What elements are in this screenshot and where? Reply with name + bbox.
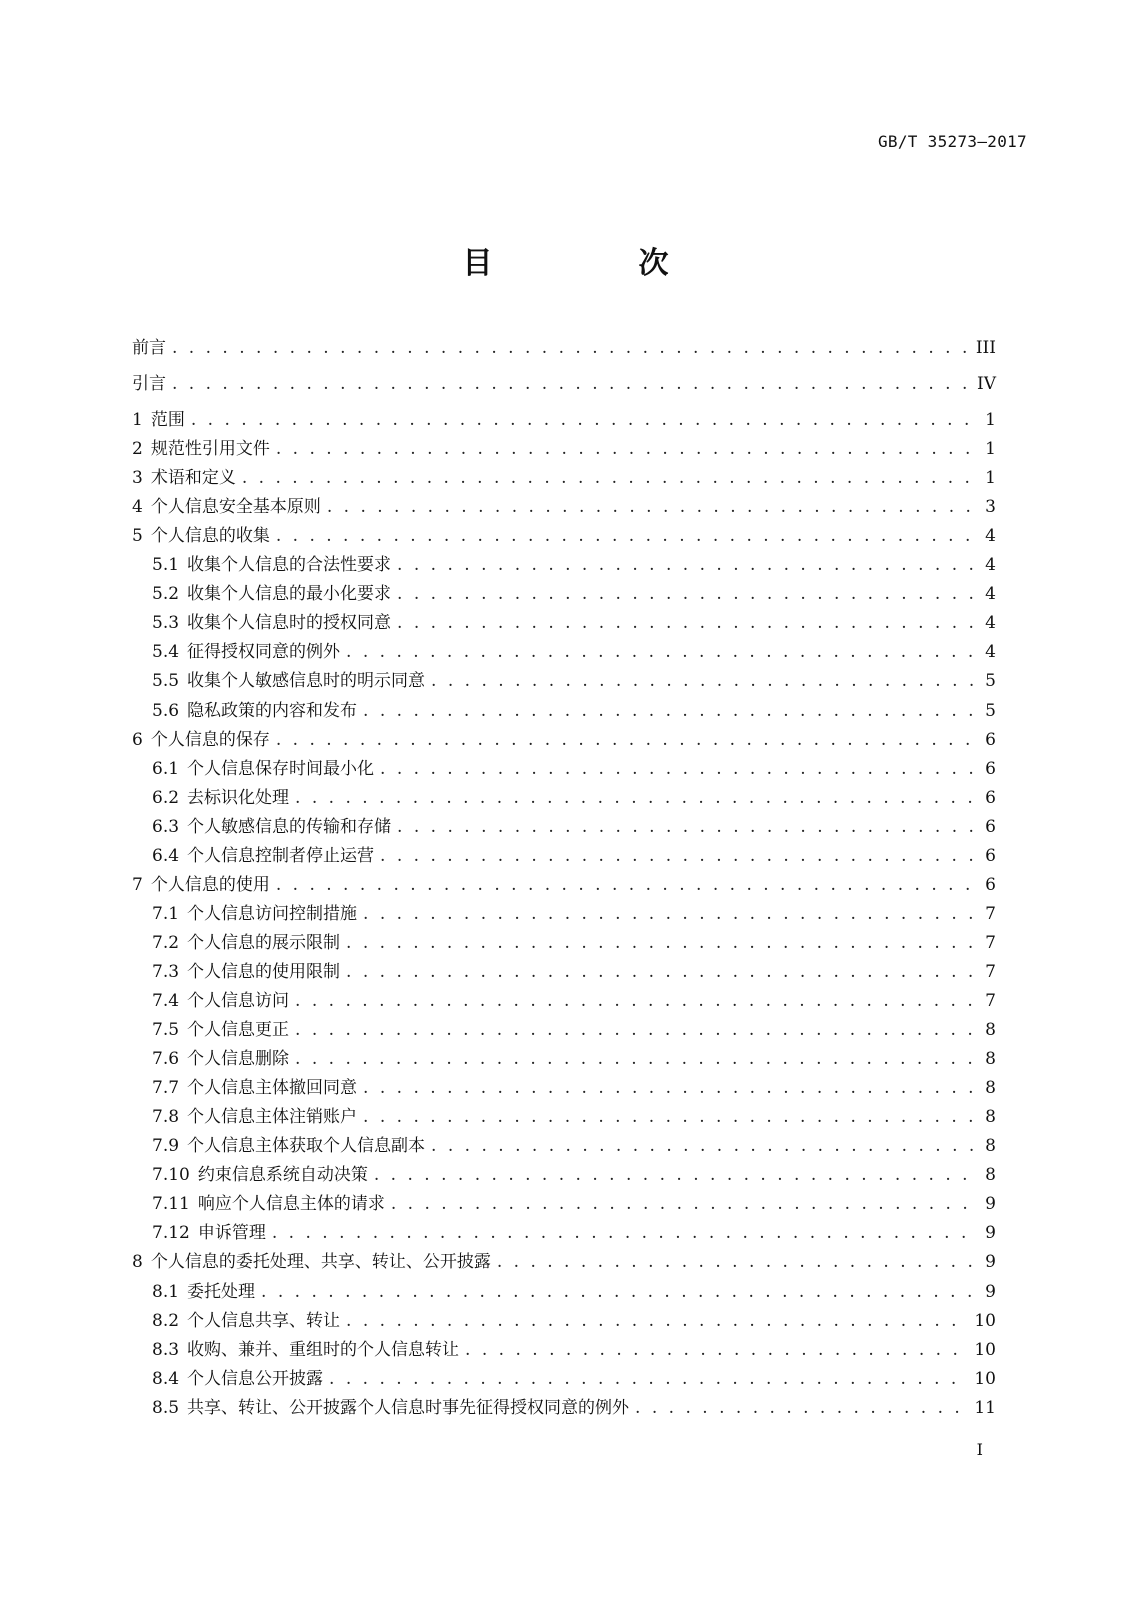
toc-entry[interactable] <box>132 495 996 519</box>
toc-entry-text: 委托处理 <box>187 1281 256 1302</box>
toc-leader-dots <box>242 466 976 490</box>
toc-entry-label <box>132 408 185 432</box>
toc-leader-dots <box>431 669 976 693</box>
toc-entry-page: 6 <box>985 874 996 895</box>
toc-entry-text: 个人信息主体获取个人信息副本 <box>187 1136 426 1157</box>
toc-entry[interactable] <box>132 873 996 897</box>
toc-entry-text: 个人信息保存时间最小化 <box>187 758 375 779</box>
toc-entry-label <box>132 495 321 519</box>
toc-entry-number: 5 <box>132 526 143 547</box>
toc-leader-dots <box>295 786 976 810</box>
toc-entry[interactable] <box>132 1047 996 1071</box>
toc-entry-text: 个人信息公开披露 <box>187 1368 324 1389</box>
toc-entry-number: 7.12 <box>152 1223 190 1244</box>
toc-entry[interactable] <box>132 1367 996 1391</box>
toc-entry-label <box>132 1076 357 1100</box>
toc-leader-dots <box>276 728 976 752</box>
toc-entry-text: 收集个人信息的最小化要求 <box>187 584 392 605</box>
toc-leader-dots <box>346 960 976 984</box>
toc-leader-dots <box>391 1192 976 1216</box>
toc-leader-dots <box>397 553 976 577</box>
toc-leader-dots <box>497 1250 976 1274</box>
toc-leader-dots <box>431 1134 976 1158</box>
toc-entry-text: 个人信息主体注销账户 <box>187 1107 358 1128</box>
toc-entry-text: 个人信息的保存 <box>150 729 270 750</box>
toc-entry[interactable] <box>132 815 996 839</box>
toc-entry-label <box>132 1134 425 1158</box>
toc-entry-page: 8 <box>985 1049 996 1070</box>
toc-entry-number: 4 <box>132 497 143 518</box>
toc-entry-label <box>132 786 289 810</box>
toc-entry[interactable] <box>132 1018 996 1042</box>
toc-entry-label <box>132 336 166 360</box>
toc-entry-page: 8 <box>985 1020 996 1041</box>
toc-entry-text: 个人信息控制者停止运营 <box>187 845 375 866</box>
toc-entry-label <box>132 1250 491 1274</box>
toc-entry-text: 约束信息系统自动决策 <box>197 1165 368 1186</box>
toc-entry-page: 8 <box>985 1136 996 1157</box>
toc-entry[interactable] <box>132 1076 996 1100</box>
toc-leader-dots <box>329 1367 968 1391</box>
toc-entry[interactable] <box>132 699 996 723</box>
toc-entry-text: 去标识化处理 <box>187 787 290 808</box>
toc-entry[interactable] <box>132 553 996 577</box>
toc-entry[interactable] <box>132 1309 996 1333</box>
toc-entry-number: 6 <box>132 729 143 750</box>
toc-entry-page: 8 <box>985 1165 996 1186</box>
toc-leader-dots <box>380 757 976 781</box>
toc-entry-page: 8 <box>985 1078 996 1099</box>
toc-entry-number: 7.7 <box>152 1078 180 1099</box>
toc-entry-number: 7.9 <box>152 1136 180 1157</box>
toc-entry-number: 8.5 <box>152 1397 180 1418</box>
toc-entry-text: 共享、转让、公开披露个人信息时事先征得授权同意的例外 <box>187 1397 630 1418</box>
toc-entry-number: 5.3 <box>152 613 180 634</box>
toc-leader-dots <box>295 1018 976 1042</box>
toc-entry-number: 8.3 <box>152 1339 180 1360</box>
toc-entry-number: 3 <box>132 468 143 489</box>
toc-entry[interactable] <box>132 1250 996 1274</box>
toc-entry-page: 7 <box>985 991 996 1011</box>
toc-entry-number: 1 <box>132 410 143 430</box>
toc-leader-dots <box>295 989 976 1013</box>
toc-entry-page: 4 <box>985 526 996 547</box>
toc-entry-text: 个人信息删除 <box>187 1049 290 1070</box>
toc-leader-dots <box>276 524 976 548</box>
toc-entry-page: 3 <box>985 497 996 518</box>
toc-entry-number: 7.2 <box>152 932 180 953</box>
toc-entry-number: 8.4 <box>152 1368 180 1389</box>
toc-entry-page: 1 <box>985 468 996 489</box>
toc-entry-page: 8 <box>985 1107 996 1128</box>
toc-entry-text: 个人信息访问 <box>187 991 290 1011</box>
toc-entry[interactable] <box>132 844 996 868</box>
toc-entry-number: 5.1 <box>152 555 180 576</box>
toc-entry-label <box>132 844 374 868</box>
toc-entry-number: 7.6 <box>152 1049 180 1070</box>
toc-entry-number: 8 <box>132 1252 143 1273</box>
toc-entry-page: 6 <box>985 758 996 779</box>
toc-entry-label <box>132 524 270 548</box>
toc-leader-dots <box>374 1163 976 1187</box>
toc-entry-text: 前言 <box>132 338 166 358</box>
toc-entry[interactable] <box>132 786 996 810</box>
toc-leader-dots <box>465 1338 968 1362</box>
toc-entry-text: 收购、兼并、重组时的个人信息转让 <box>187 1339 460 1360</box>
toc-entry-number: 8.1 <box>152 1281 180 1302</box>
standard-code: GB/T 35273—2017 <box>878 132 1027 151</box>
toc-entry[interactable] <box>132 1163 996 1187</box>
toc-entry-number: 7.8 <box>152 1107 180 1128</box>
toc-entry-number: 6.2 <box>152 787 180 808</box>
toc-leader-dots <box>397 582 976 606</box>
toc-entry-label <box>132 372 166 396</box>
toc-leader-dots <box>346 931 976 955</box>
toc-entry-label <box>132 466 236 490</box>
toc-entry-page: 7 <box>985 903 996 924</box>
toc-entry-number: 7.1 <box>152 903 180 924</box>
toc-entry-text: 响应个人信息主体的请求 <box>197 1194 385 1215</box>
toc-entry-label <box>132 437 270 461</box>
toc-entry[interactable] <box>132 728 996 752</box>
toc-leader-dots <box>397 611 976 635</box>
toc-entry-number: 5.2 <box>152 584 180 605</box>
toc-entry-number: 6.3 <box>152 816 180 837</box>
toc-entry-number: 8.2 <box>152 1310 180 1331</box>
toc-entry[interactable] <box>132 408 996 432</box>
toc-entry-page: 6 <box>985 845 996 866</box>
toc-entry[interactable] <box>132 1192 996 1216</box>
toc-entry-label <box>132 757 374 781</box>
toc-entry-number: 7.10 <box>152 1165 190 1186</box>
toc-entry-text: 个人信息访问控制措施 <box>187 903 358 924</box>
toc-entry-label <box>132 582 391 606</box>
toc-entry-text: 范围 <box>150 410 185 430</box>
toc-leader-dots <box>272 1221 976 1245</box>
toc-entry-page: III <box>975 338 996 358</box>
toc-entry-number: 5.6 <box>152 700 180 721</box>
toc-entry-label <box>132 1280 255 1304</box>
toc-leader-dots <box>363 902 976 926</box>
toc-entry[interactable] <box>132 1221 996 1245</box>
toc-entry-page: 5 <box>985 671 996 692</box>
toc-entry[interactable] <box>132 437 996 461</box>
toc-entry[interactable] <box>132 669 996 693</box>
toc-leader-dots <box>172 336 970 360</box>
toc-entry[interactable] <box>132 640 996 664</box>
toc-entry-page: 1 <box>985 439 996 460</box>
toc-leader-dots <box>346 1309 968 1333</box>
toc-entry[interactable] <box>132 524 996 548</box>
toc-entry-text: 个人信息主体撤回同意 <box>187 1078 358 1099</box>
toc-entry-page: 9 <box>985 1223 996 1244</box>
toc-entry-label <box>132 553 391 577</box>
toc-entry-text: 个人信息的委托处理、共享、转让、公开披露 <box>150 1252 491 1273</box>
toc-entry-label <box>132 873 270 897</box>
toc-entry[interactable] <box>132 372 996 396</box>
toc-entry-label <box>132 960 340 984</box>
toc-leader-dots <box>276 437 976 461</box>
toc-entry-page: 11 <box>974 1397 996 1418</box>
toc-entry-label <box>132 1047 289 1071</box>
toc-title: 目 次 <box>462 246 727 281</box>
toc-entry-page: 6 <box>985 816 996 837</box>
footer-page-number: I <box>976 1440 983 1459</box>
toc-entry-number: 7 <box>132 874 143 895</box>
toc-entry[interactable] <box>132 1396 996 1420</box>
toc-entry[interactable] <box>132 757 996 781</box>
toc-entry-label <box>132 931 340 955</box>
toc-entry-text: 个人信息的使用 <box>150 874 270 895</box>
toc-entry-page: 9 <box>985 1281 996 1302</box>
toc-entry-text: 个人信息安全基本原则 <box>150 497 321 518</box>
toc-entry-text: 个人信息的使用限制 <box>187 961 341 982</box>
toc-entry-page: 5 <box>985 700 996 721</box>
toc-entry-label <box>132 611 391 635</box>
toc-entry-page: 7 <box>985 961 996 982</box>
toc-entry[interactable] <box>132 611 996 635</box>
toc-leader-dots <box>363 699 976 723</box>
toc-entry-text: 申诉管理 <box>197 1223 266 1244</box>
toc-entry-page: 10 <box>974 1368 996 1389</box>
toc-entry-text: 个人敏感信息的传输和存储 <box>187 816 392 837</box>
toc-entry-page: 7 <box>985 932 996 953</box>
toc-leader-dots <box>397 815 976 839</box>
toc-entry-label <box>132 902 357 926</box>
toc-entry-number: 2 <box>132 439 143 460</box>
toc-entry-page: 4 <box>985 584 996 605</box>
toc-entry[interactable] <box>132 582 996 606</box>
toc-entry-number: 7.3 <box>152 961 180 982</box>
toc-leader-dots <box>261 1280 976 1304</box>
toc-entry-label <box>132 699 357 723</box>
toc-leader-dots <box>363 1105 976 1129</box>
toc-entry[interactable] <box>132 989 996 1013</box>
toc-entry-text: 个人信息的展示限制 <box>187 932 341 953</box>
toc-entry-label <box>132 1163 368 1187</box>
toc-leader-dots <box>363 1076 976 1100</box>
toc-entry-page: 4 <box>985 642 996 663</box>
toc-entry[interactable] <box>132 1280 996 1304</box>
toc-entry-label <box>132 1367 323 1391</box>
toc-entry-text: 个人信息共享、转让 <box>187 1310 341 1331</box>
toc-entry-number: 7.4 <box>152 991 180 1011</box>
toc-leader-dots <box>172 372 971 396</box>
toc-entry-number: 7.5 <box>152 1020 180 1041</box>
toc-entry-page: 9 <box>985 1194 996 1215</box>
toc-entry-label <box>132 989 289 1013</box>
toc-leader-dots <box>295 1047 976 1071</box>
toc-entry-label <box>132 728 270 752</box>
toc-entry-text: 收集个人信息时的授权同意 <box>187 613 392 634</box>
toc-entry-text: 收集个人敏感信息时的明示同意 <box>187 671 426 692</box>
toc-entry-page: 10 <box>974 1339 996 1360</box>
toc-entry-number: 6.1 <box>152 758 180 779</box>
toc-entry[interactable] <box>132 336 996 360</box>
toc-entry-text: 术语和定义 <box>150 468 236 489</box>
toc-leader-dots <box>380 844 976 868</box>
toc-entry-page: 9 <box>985 1252 996 1273</box>
toc-entry[interactable] <box>132 902 996 926</box>
toc-entry-label <box>132 1338 459 1362</box>
toc-leader-dots <box>327 495 976 519</box>
toc-entry-page: 6 <box>985 787 996 808</box>
toc-entry-page: 6 <box>985 729 996 750</box>
toc-entry-label <box>132 1309 340 1333</box>
toc-entry-page: 4 <box>985 613 996 634</box>
toc-entry[interactable] <box>132 466 996 490</box>
toc-leader-dots <box>276 873 976 897</box>
toc-entry-text: 规范性引用文件 <box>150 439 270 460</box>
toc-entry-label <box>132 1396 629 1420</box>
toc-entry-label <box>132 1192 385 1216</box>
toc-entry-label <box>132 640 340 664</box>
toc-entry-label <box>132 669 425 693</box>
toc-entry-label <box>132 1018 289 1042</box>
toc-entry-text: 引言 <box>132 374 166 394</box>
toc-entry-text: 个人信息更正 <box>187 1020 290 1041</box>
toc-entry[interactable] <box>132 1338 996 1362</box>
toc-entry[interactable] <box>132 960 996 984</box>
toc-entry[interactable] <box>132 1134 996 1158</box>
toc-entry-page: 10 <box>974 1310 996 1331</box>
toc-entry-label <box>132 1105 357 1129</box>
toc-entry-page: 4 <box>985 555 996 576</box>
toc-entry-number: 6.4 <box>152 845 180 866</box>
toc-entry-number: 5.5 <box>152 671 180 692</box>
toc-entry-page: 1 <box>985 410 996 430</box>
toc-entry-label <box>132 815 391 839</box>
toc-leader-dots <box>635 1396 968 1420</box>
toc-entry-number: 7.11 <box>152 1194 190 1215</box>
toc-entry-text: 个人信息的收集 <box>150 526 270 547</box>
toc-entry-text: 隐私政策的内容和发布 <box>187 700 358 721</box>
toc-entry-text: 收集个人信息的合法性要求 <box>187 555 392 576</box>
toc-leader-dots <box>191 408 976 432</box>
toc-leader-dots <box>346 640 976 664</box>
toc-entry-text: 征得授权同意的例外 <box>187 642 341 663</box>
toc-entry[interactable] <box>132 931 996 955</box>
toc-entry-number: 5.4 <box>152 642 180 663</box>
toc-entry-page: IV <box>977 374 996 394</box>
toc-entry-label <box>132 1221 266 1245</box>
toc-entry[interactable] <box>132 1105 996 1129</box>
